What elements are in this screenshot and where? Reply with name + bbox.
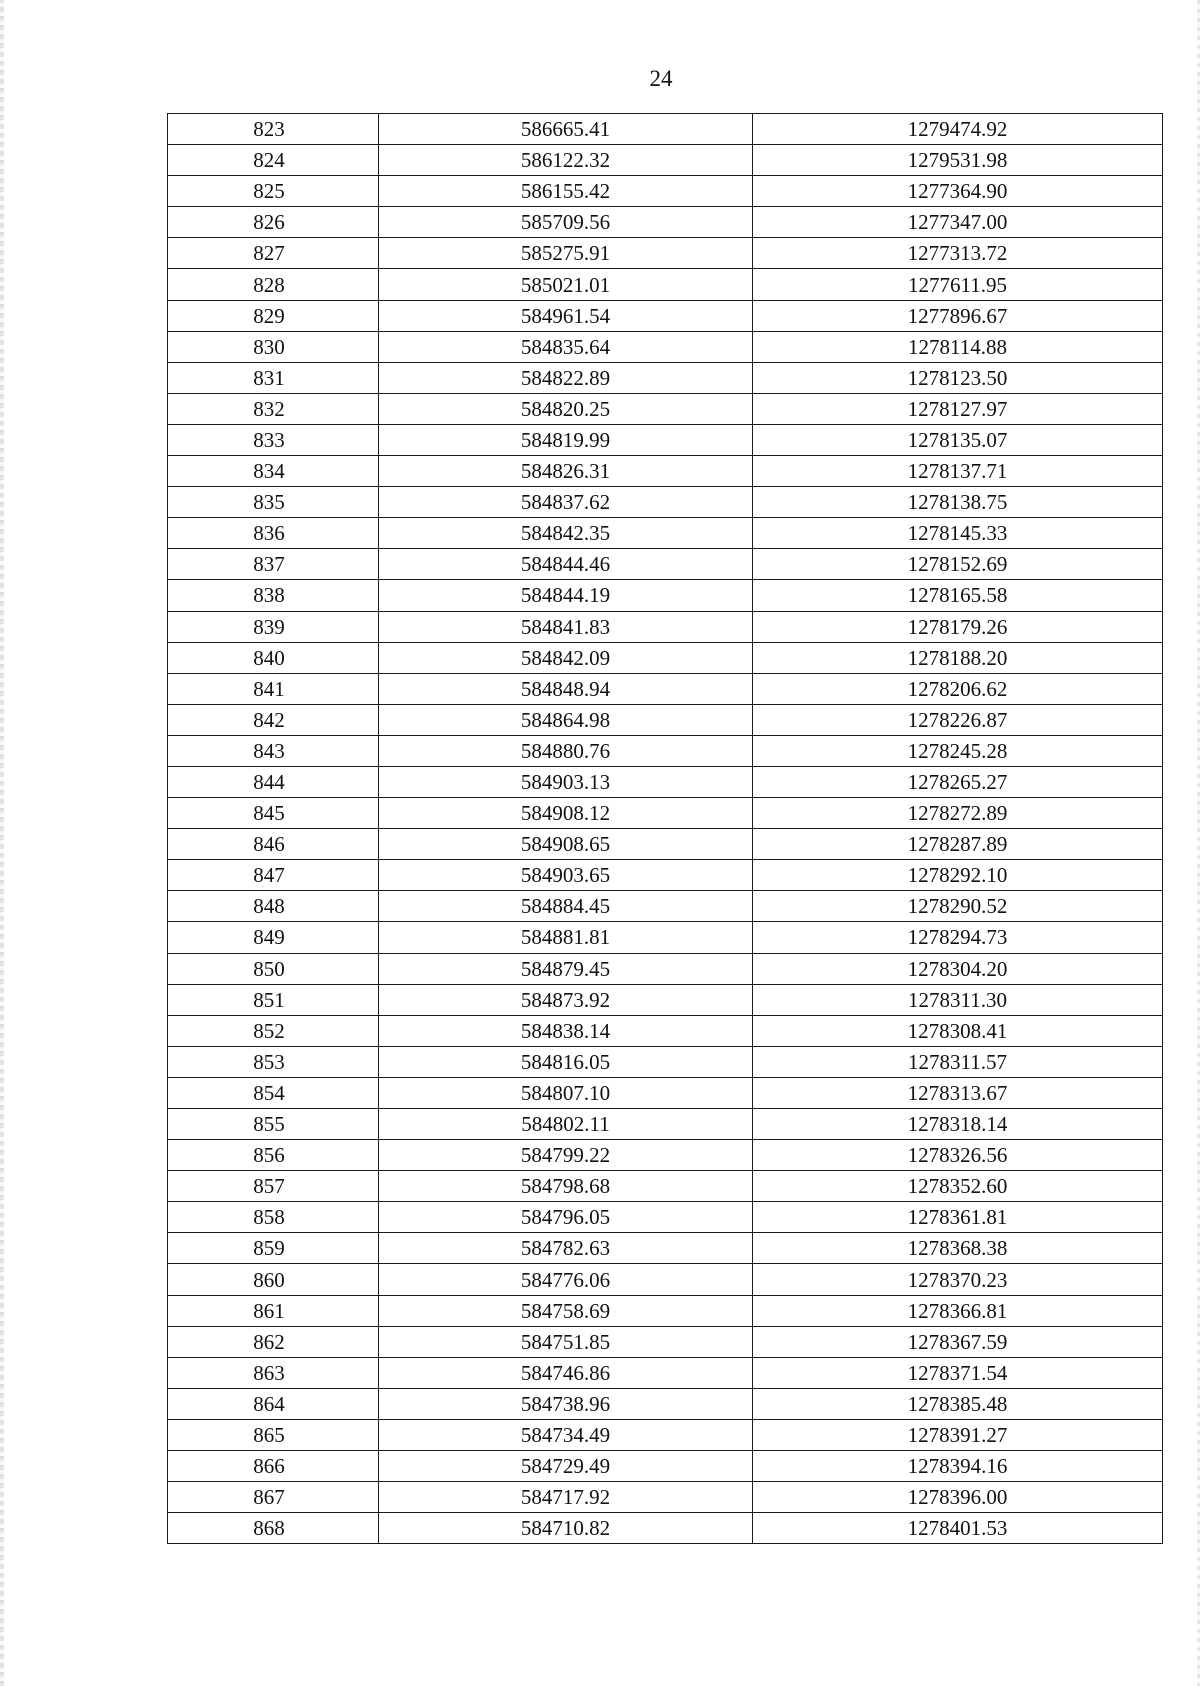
point-number-cell: 857 [168, 1171, 379, 1202]
y-coordinate-cell: 1278294.73 [753, 922, 1163, 953]
x-coordinate-cell: 584710.82 [379, 1513, 753, 1544]
y-coordinate-cell: 1278352.60 [753, 1171, 1163, 1202]
x-coordinate-cell: 584799.22 [379, 1140, 753, 1171]
point-number-cell: 836 [168, 518, 379, 549]
table-row [168, 673, 1163, 704]
table-row [168, 611, 1163, 642]
table-row [168, 549, 1163, 580]
point-number-cell: 830 [168, 331, 379, 362]
table-row [168, 1482, 1163, 1513]
y-coordinate-cell: 1278245.28 [753, 735, 1163, 766]
x-coordinate-cell: 584864.98 [379, 704, 753, 735]
y-coordinate-cell: 1278292.10 [753, 860, 1163, 891]
table-row [168, 1451, 1163, 1482]
table-row [168, 953, 1163, 984]
y-coordinate-cell: 1279531.98 [753, 145, 1163, 176]
table-row [168, 704, 1163, 735]
y-coordinate-cell: 1278135.07 [753, 424, 1163, 455]
y-coordinate-cell: 1278313.67 [753, 1077, 1163, 1108]
y-coordinate-cell: 1278385.48 [753, 1388, 1163, 1419]
x-coordinate-cell: 584717.92 [379, 1482, 753, 1513]
point-number-cell: 828 [168, 269, 379, 300]
point-number-cell: 866 [168, 1451, 379, 1482]
x-coordinate-cell: 584848.94 [379, 673, 753, 704]
x-coordinate-cell: 584903.13 [379, 766, 753, 797]
point-number-cell: 824 [168, 145, 379, 176]
x-coordinate-cell: 584816.05 [379, 1046, 753, 1077]
x-coordinate-cell: 584776.06 [379, 1264, 753, 1295]
table-row [168, 1015, 1163, 1046]
x-coordinate-cell: 584908.65 [379, 829, 753, 860]
y-coordinate-cell: 1278206.62 [753, 673, 1163, 704]
x-coordinate-cell: 584802.11 [379, 1109, 753, 1140]
x-coordinate-cell: 586155.42 [379, 176, 753, 207]
table-row [168, 984, 1163, 1015]
point-number-cell: 843 [168, 735, 379, 766]
point-number-cell: 838 [168, 580, 379, 611]
table-row [168, 487, 1163, 518]
x-coordinate-cell: 584842.35 [379, 518, 753, 549]
y-coordinate-cell: 1277611.95 [753, 269, 1163, 300]
x-coordinate-cell: 584798.68 [379, 1171, 753, 1202]
x-coordinate-cell: 584844.46 [379, 549, 753, 580]
point-number-cell: 861 [168, 1295, 379, 1326]
y-coordinate-cell: 1278272.89 [753, 798, 1163, 829]
y-coordinate-cell: 1278391.27 [753, 1419, 1163, 1450]
x-coordinate-cell: 584841.83 [379, 611, 753, 642]
point-number-cell: 859 [168, 1233, 379, 1264]
y-coordinate-cell: 1278188.20 [753, 642, 1163, 673]
y-coordinate-cell: 1278127.97 [753, 393, 1163, 424]
y-coordinate-cell: 1278287.89 [753, 829, 1163, 860]
x-coordinate-cell: 586122.32 [379, 145, 753, 176]
y-coordinate-cell: 1277347.00 [753, 207, 1163, 238]
table-row [168, 1171, 1163, 1202]
table-row [168, 456, 1163, 487]
x-coordinate-cell: 584734.49 [379, 1419, 753, 1450]
point-number-cell: 835 [168, 487, 379, 518]
table-row [168, 145, 1163, 176]
point-number-cell: 846 [168, 829, 379, 860]
y-coordinate-cell: 1278318.14 [753, 1109, 1163, 1140]
table-row [168, 1077, 1163, 1108]
y-coordinate-cell: 1277364.90 [753, 176, 1163, 207]
table-row [168, 1233, 1163, 1264]
x-coordinate-cell: 584880.76 [379, 735, 753, 766]
table-row [168, 114, 1163, 145]
point-number-cell: 844 [168, 766, 379, 797]
x-coordinate-cell: 584819.99 [379, 424, 753, 455]
point-number-cell: 837 [168, 549, 379, 580]
y-coordinate-cell: 1278366.81 [753, 1295, 1163, 1326]
table-row [168, 518, 1163, 549]
y-coordinate-cell: 1279474.92 [753, 114, 1163, 145]
table-row [168, 1357, 1163, 1388]
point-number-cell: 832 [168, 393, 379, 424]
point-number-cell: 867 [168, 1482, 379, 1513]
point-number-cell: 834 [168, 456, 379, 487]
table-row [168, 1264, 1163, 1295]
table-row [168, 362, 1163, 393]
point-number-cell: 842 [168, 704, 379, 735]
x-coordinate-cell: 584807.10 [379, 1077, 753, 1108]
point-number-cell: 865 [168, 1419, 379, 1450]
point-number-cell: 868 [168, 1513, 379, 1544]
y-coordinate-cell: 1278137.71 [753, 456, 1163, 487]
point-number-cell: 854 [168, 1077, 379, 1108]
table-row [168, 238, 1163, 269]
x-coordinate-cell: 585021.01 [379, 269, 753, 300]
point-number-cell: 829 [168, 300, 379, 331]
table-row [168, 798, 1163, 829]
x-coordinate-cell: 584822.89 [379, 362, 753, 393]
y-coordinate-cell: 1278326.56 [753, 1140, 1163, 1171]
page-number: 24 [649, 66, 673, 91]
x-coordinate-cell: 586665.41 [379, 114, 753, 145]
y-coordinate-cell: 1278371.54 [753, 1357, 1163, 1388]
x-coordinate-cell: 584844.19 [379, 580, 753, 611]
y-coordinate-cell: 1278265.27 [753, 766, 1163, 797]
y-coordinate-cell: 1278394.16 [753, 1451, 1163, 1482]
y-coordinate-cell: 1278368.38 [753, 1233, 1163, 1264]
point-number-cell: 850 [168, 953, 379, 984]
x-coordinate-cell: 584796.05 [379, 1202, 753, 1233]
table-row [168, 269, 1163, 300]
y-coordinate-cell: 1277896.67 [753, 300, 1163, 331]
y-coordinate-cell: 1278311.57 [753, 1046, 1163, 1077]
x-coordinate-cell: 585709.56 [379, 207, 753, 238]
point-number-cell: 855 [168, 1109, 379, 1140]
point-number-cell: 823 [168, 114, 379, 145]
table-row [168, 580, 1163, 611]
point-number-cell: 851 [168, 984, 379, 1015]
point-number-cell: 845 [168, 798, 379, 829]
coordinate-table-body [168, 114, 1163, 1544]
x-coordinate-cell: 584751.85 [379, 1326, 753, 1357]
point-number-cell: 826 [168, 207, 379, 238]
x-coordinate-cell: 584782.63 [379, 1233, 753, 1264]
coordinate-table [167, 113, 1163, 1544]
y-coordinate-cell: 1278226.87 [753, 704, 1163, 735]
x-coordinate-cell: 584838.14 [379, 1015, 753, 1046]
table-row [168, 331, 1163, 362]
x-coordinate-cell: 584738.96 [379, 1388, 753, 1419]
y-coordinate-cell: 1278304.20 [753, 953, 1163, 984]
point-number-cell: 852 [168, 1015, 379, 1046]
table-row [168, 176, 1163, 207]
table-row [168, 735, 1163, 766]
x-coordinate-cell: 584758.69 [379, 1295, 753, 1326]
y-coordinate-cell: 1278123.50 [753, 362, 1163, 393]
table-row [168, 1202, 1163, 1233]
y-coordinate-cell: 1278152.69 [753, 549, 1163, 580]
point-number-cell: 863 [168, 1357, 379, 1388]
x-coordinate-cell: 584746.86 [379, 1357, 753, 1388]
x-coordinate-cell: 584903.65 [379, 860, 753, 891]
point-number-cell: 862 [168, 1326, 379, 1357]
y-coordinate-cell: 1278114.88 [753, 331, 1163, 362]
x-coordinate-cell: 584820.25 [379, 393, 753, 424]
point-number-cell: 825 [168, 176, 379, 207]
table-row [168, 766, 1163, 797]
point-number-cell: 860 [168, 1264, 379, 1295]
table-row [168, 1140, 1163, 1171]
x-coordinate-cell: 584881.81 [379, 922, 753, 953]
point-number-cell: 827 [168, 238, 379, 269]
y-coordinate-cell: 1278179.26 [753, 611, 1163, 642]
table-row [168, 1109, 1163, 1140]
x-coordinate-cell: 585275.91 [379, 238, 753, 269]
y-coordinate-cell: 1278138.75 [753, 487, 1163, 518]
table-row [168, 1419, 1163, 1450]
y-coordinate-cell: 1278290.52 [753, 891, 1163, 922]
x-coordinate-cell: 584729.49 [379, 1451, 753, 1482]
point-number-cell: 847 [168, 860, 379, 891]
point-number-cell: 858 [168, 1202, 379, 1233]
table-row [168, 829, 1163, 860]
table-row [168, 424, 1163, 455]
y-coordinate-cell: 1278311.30 [753, 984, 1163, 1015]
table-row [168, 393, 1163, 424]
table-row [168, 300, 1163, 331]
x-coordinate-cell: 584835.64 [379, 331, 753, 362]
table-row [168, 860, 1163, 891]
point-number-cell: 856 [168, 1140, 379, 1171]
table-row [168, 922, 1163, 953]
point-number-cell: 841 [168, 673, 379, 704]
x-coordinate-cell: 584826.31 [379, 456, 753, 487]
y-coordinate-cell: 1278370.23 [753, 1264, 1163, 1295]
x-coordinate-cell: 584837.62 [379, 487, 753, 518]
table-row [168, 891, 1163, 922]
point-number-cell: 833 [168, 424, 379, 455]
x-coordinate-cell: 584842.09 [379, 642, 753, 673]
y-coordinate-cell: 1278165.58 [753, 580, 1163, 611]
y-coordinate-cell: 1278361.81 [753, 1202, 1163, 1233]
table-row [168, 1326, 1163, 1357]
x-coordinate-cell: 584908.12 [379, 798, 753, 829]
point-number-cell: 840 [168, 642, 379, 673]
table-row [168, 1295, 1163, 1326]
scan-edge-left [0, 0, 4, 1686]
point-number-cell: 848 [168, 891, 379, 922]
y-coordinate-cell: 1278396.00 [753, 1482, 1163, 1513]
x-coordinate-cell: 584879.45 [379, 953, 753, 984]
point-number-cell: 853 [168, 1046, 379, 1077]
table-row [168, 1046, 1163, 1077]
x-coordinate-cell: 584884.45 [379, 891, 753, 922]
point-number-cell: 849 [168, 922, 379, 953]
table-row [168, 1388, 1163, 1419]
y-coordinate-cell: 1278401.53 [753, 1513, 1163, 1544]
point-number-cell: 831 [168, 362, 379, 393]
table-row [168, 642, 1163, 673]
y-coordinate-cell: 1278308.41 [753, 1015, 1163, 1046]
x-coordinate-cell: 584961.54 [379, 300, 753, 331]
x-coordinate-cell: 584873.92 [379, 984, 753, 1015]
table-row [168, 1513, 1163, 1544]
y-coordinate-cell: 1278145.33 [753, 518, 1163, 549]
y-coordinate-cell: 1277313.72 [753, 238, 1163, 269]
y-coordinate-cell: 1278367.59 [753, 1326, 1163, 1357]
point-number-cell: 839 [168, 611, 379, 642]
table-row [168, 207, 1163, 238]
point-number-cell: 864 [168, 1388, 379, 1419]
